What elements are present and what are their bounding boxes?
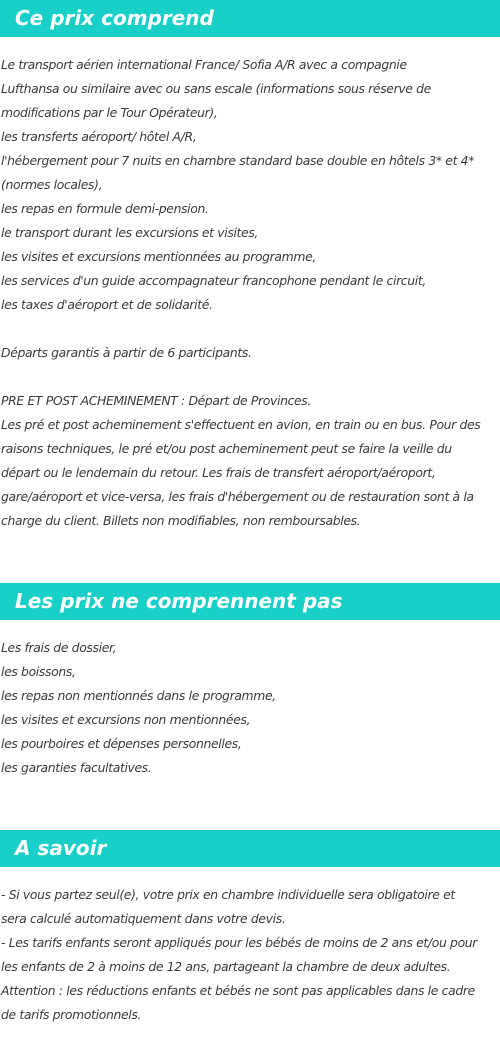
- paragraph-line: gare/aéroport et vice-versa, les frais d'hébergement ou de restauration sont à la: [1, 489, 474, 504]
- list-item: les visites et excursions mentionnées au programme,: [1, 249, 316, 264]
- list-item: les pourboires et dépenses personnelles,: [1, 736, 242, 751]
- list-item: le transport durant les excursions et visites,: [1, 225, 259, 240]
- paragraph-line: départ ou le lendemain du retour. Les frais de transfert aéroport/aéroport,: [1, 465, 436, 480]
- paragraph-line: charge du client. Billets non modifiables, non remboursables.: [1, 513, 361, 528]
- list-item: les services d'un guide accompagnateur francophone pendant le circuit,: [1, 273, 426, 288]
- list-item: Les frais de dossier,: [1, 640, 117, 655]
- list-item: les garanties facultatives.: [1, 760, 152, 775]
- list-item: les visites et excursions non mentionnées,: [1, 712, 251, 727]
- section-body-les-prix-ne-comprennent-pas: [1, 636, 499, 780]
- paragraph-line: Attention : les réductions enfants et bébés ne sont pas applicables dans le cadre: [1, 983, 475, 998]
- paragraph-line: raisons techniques, le pré et/ou post acheminement peut se faire la veille du: [1, 441, 452, 456]
- section-body-a-savoir: [1, 883, 499, 1027]
- section-header-a-savoir: A savoir: [0, 830, 500, 867]
- paragraph-line: - Si vous partez seul(e), votre prix en chambre individuelle sera obligatoire et: [1, 887, 455, 902]
- paragraph-line: - Les tarifs enfants seront appliqués pour les bébés de moins de 2 ans et/ou pour: [1, 935, 478, 950]
- list-item: les transferts aéroport/ hôtel A/R,: [1, 129, 197, 144]
- spacer: [1, 317, 499, 341]
- list-item: (normes locales),: [1, 177, 103, 192]
- spacer: [1, 365, 499, 389]
- list-item: les boissons,: [1, 664, 76, 679]
- paragraph-line: Les pré et post acheminement s'effectuent en avion, en train ou en bus. Pour des: [1, 417, 481, 432]
- paragraph-line: sera calculé automatiquement dans votre devis.: [1, 911, 286, 926]
- list-item: les repas en formule demi-pension.: [1, 201, 209, 216]
- pre-post-heading: PRE ET POST ACHEMINEMENT : Départ de Provinces.: [1, 393, 312, 408]
- list-item: Lufthansa ou similaire avec ou sans escale (informations sous réserve de: [1, 81, 431, 96]
- list-item: les repas non mentionnés dans le programme,: [1, 688, 276, 703]
- list-item: les taxes d'aéroport et de solidarité.: [1, 297, 213, 312]
- section-body-ce-prix-comprend: [1, 53, 499, 533]
- paragraph-line: les enfants de 2 à moins de 12 ans, partageant la chambre de deux adultes.: [1, 959, 451, 974]
- list-item: l'hébergement pour 7 nuits en chambre standard base double en hôtels 3* et 4*: [1, 153, 475, 168]
- list-item: modifications par le Tour Opérateur),: [1, 105, 218, 120]
- list-item: Le transport aérien international France/ Sofia A/R avec a compagnie: [1, 57, 407, 72]
- section-header-les-prix-ne-comprennent-pas: Les prix ne comprennent pas: [0, 583, 500, 620]
- section-header-ce-prix-comprend: Ce prix comprend: [0, 0, 500, 37]
- paragraph-line: de tarifs promotionnels.: [1, 1007, 142, 1022]
- departures-note: Départs garantis à partir de 6 participants.: [1, 345, 252, 360]
